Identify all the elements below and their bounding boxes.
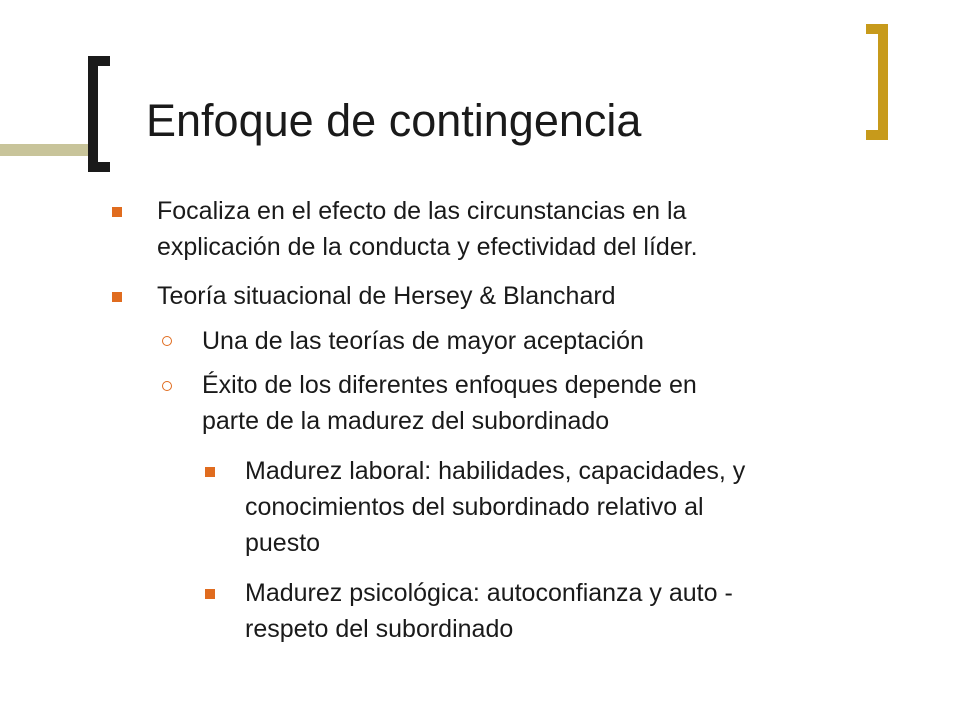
bullet-text-line: Madurez laboral: habilidades, capacidades, y bbox=[245, 457, 746, 485]
bullet-item bbox=[245, 453, 745, 561]
bullet-square-icon bbox=[112, 207, 122, 217]
bullet-text-line: conocimientos del subordinado relativo al bbox=[245, 493, 704, 521]
bullet-circle-icon bbox=[162, 381, 172, 391]
bullet-text-line: Madurez psicológica: autoconfianza y auto - bbox=[245, 579, 733, 607]
bullet-item bbox=[157, 193, 698, 265]
slide-title: Enfoque de contingencia bbox=[146, 95, 642, 146]
bullet-square-icon bbox=[205, 589, 215, 599]
bullet-circle-icon bbox=[162, 336, 172, 346]
bullet-item bbox=[245, 575, 733, 647]
bullet-text-line: Focaliza en el efecto de las circunstancias en la bbox=[157, 197, 687, 225]
bullet-text-line: puesto bbox=[245, 529, 321, 557]
bullet-text-line: Teoría situacional de Hersey & Blanchard bbox=[157, 282, 616, 310]
bullet-text-line: Éxito de los diferentes enfoques depende en bbox=[202, 371, 697, 399]
bullet-item bbox=[157, 278, 616, 314]
bullet-item bbox=[202, 367, 697, 439]
left-bracket-decoration bbox=[88, 56, 110, 172]
bullet-text-line: Una de las teorías de mayor aceptación bbox=[202, 327, 644, 355]
bullet-square-icon bbox=[205, 467, 215, 477]
bullet-item bbox=[202, 323, 644, 359]
right-bracket-decoration bbox=[866, 24, 888, 140]
title-rule bbox=[0, 144, 88, 156]
bullet-text-line: respeto del subordinado bbox=[245, 615, 514, 643]
bullet-square-icon bbox=[112, 292, 122, 302]
bullet-text-line: parte de la madurez del subordinado bbox=[202, 407, 610, 435]
bullet-text-line: explicación de la conducta y efectividad del líder. bbox=[157, 233, 698, 261]
